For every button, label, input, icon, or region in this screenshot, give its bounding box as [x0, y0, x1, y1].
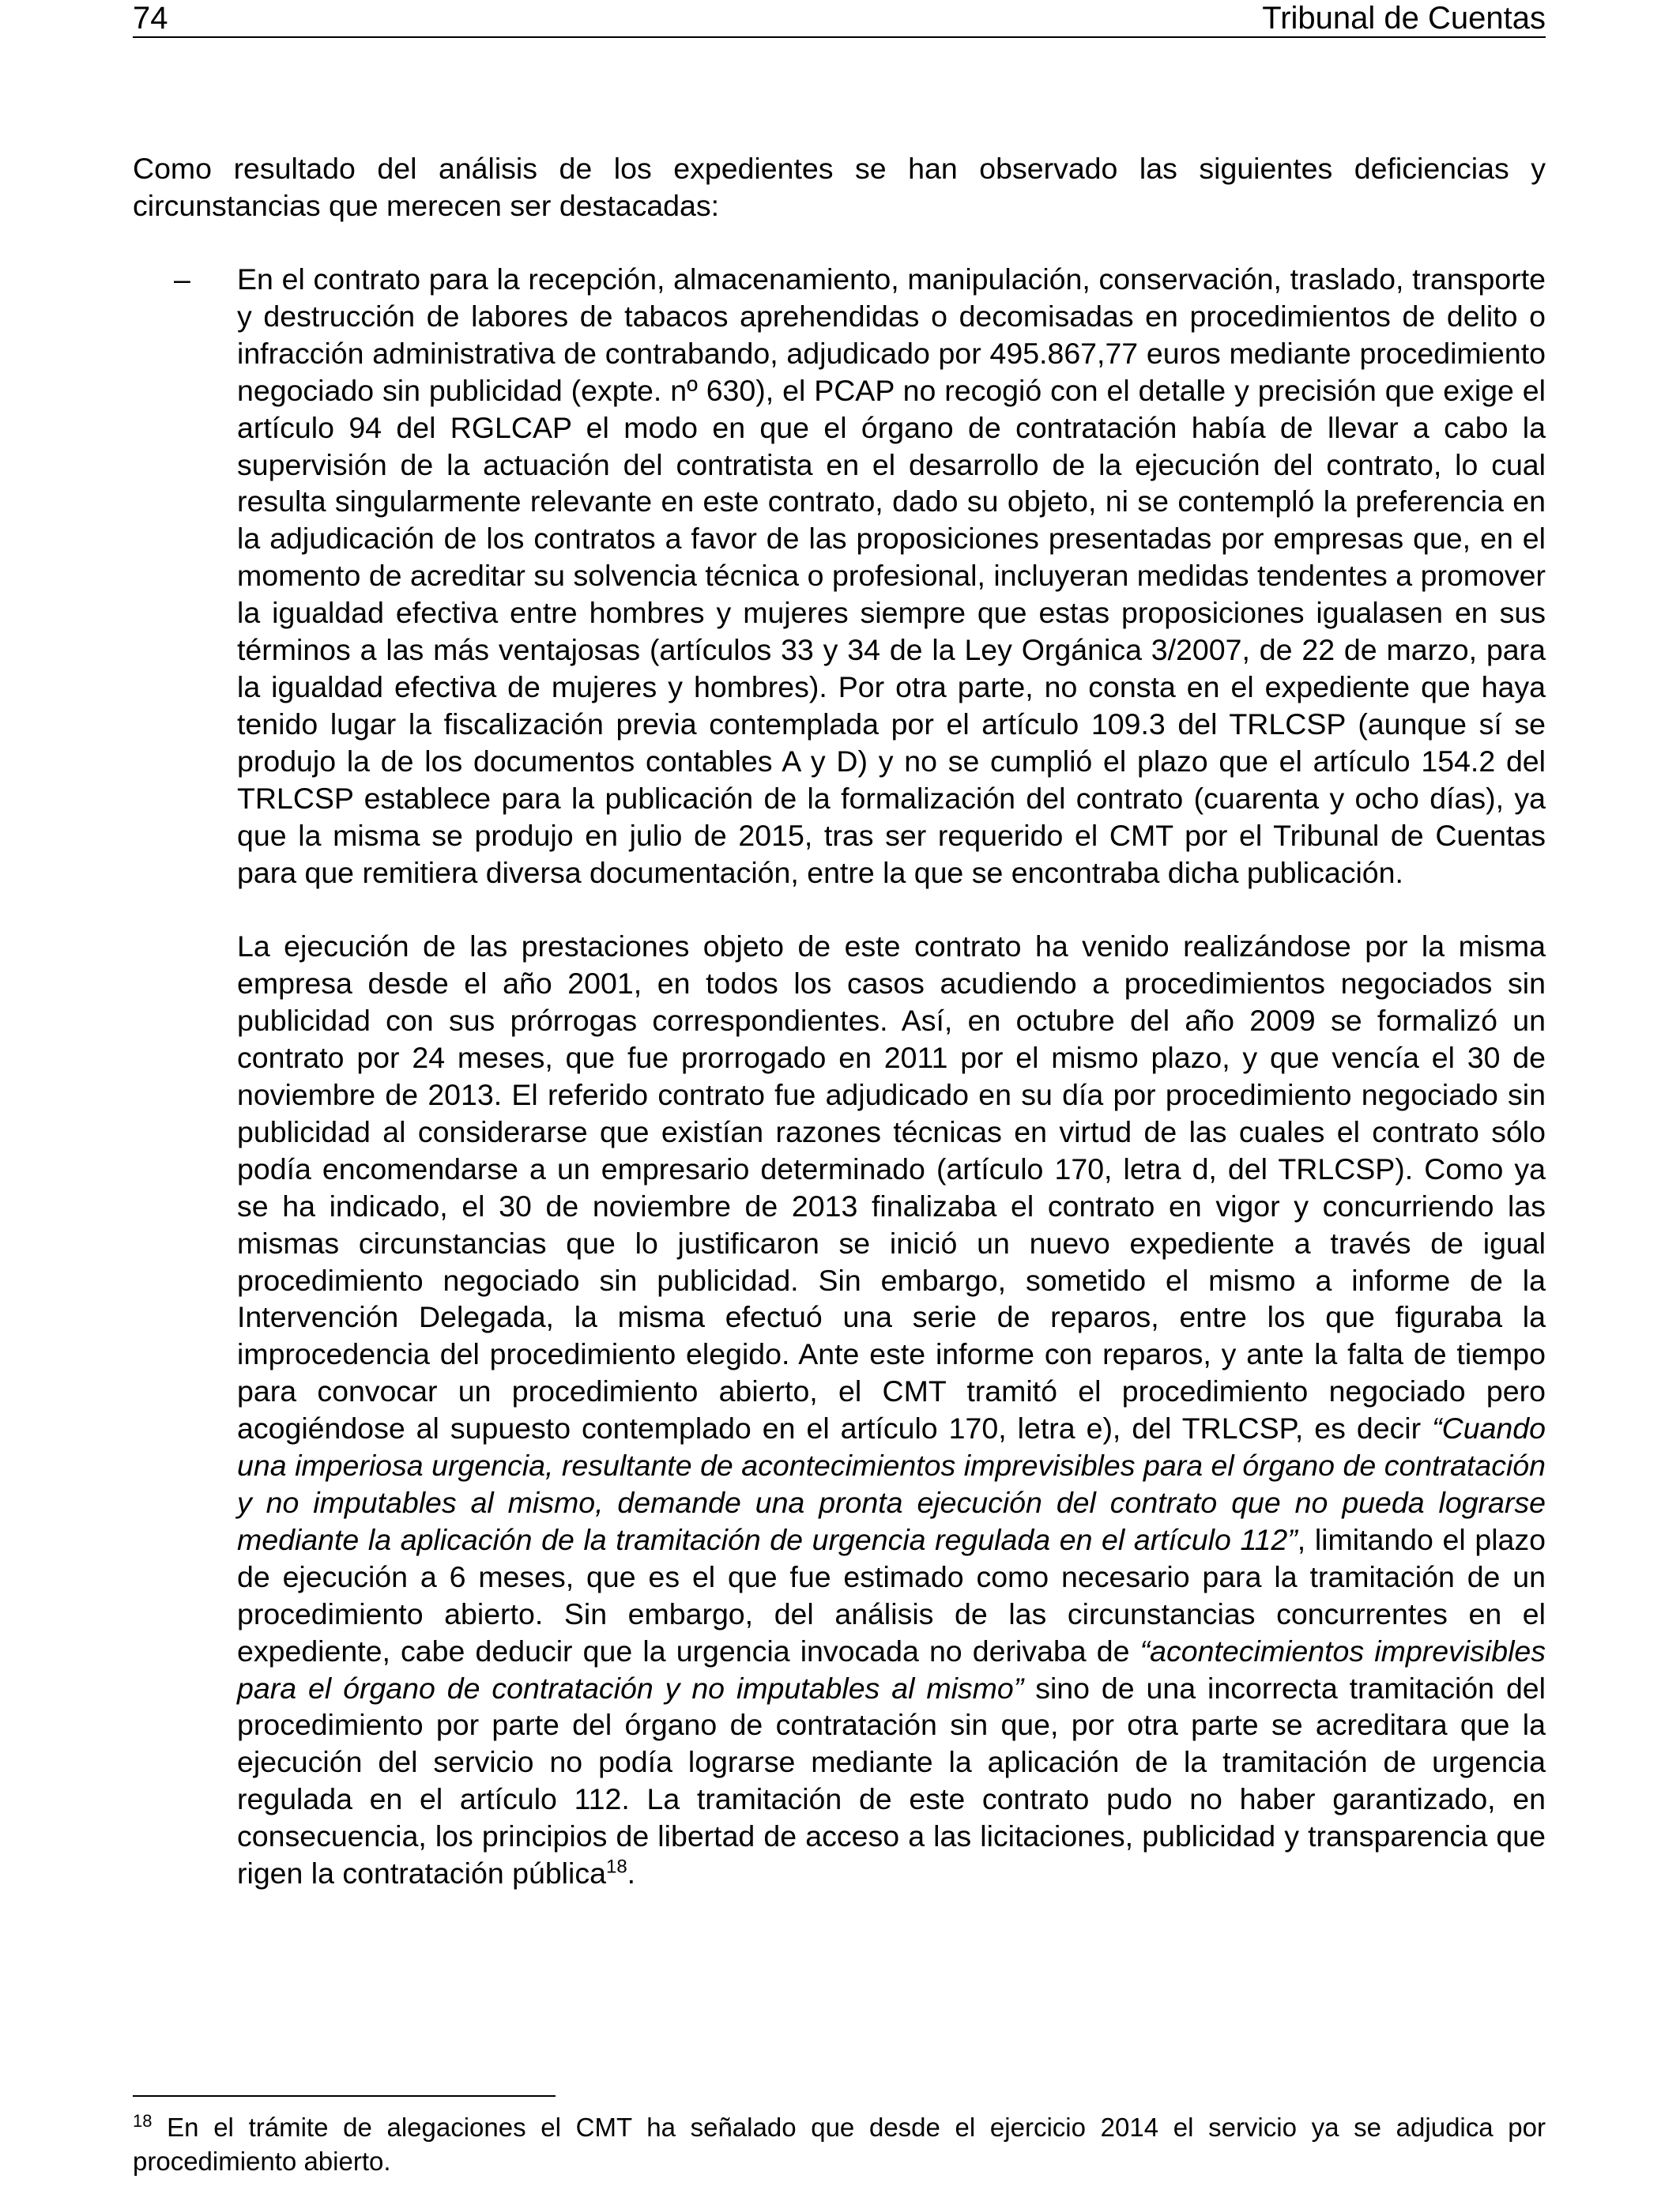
footnote-text: En el trámite de alegaciones el CMT ha señalado que desde el ejercicio 2014 el servicio ya se adjudica por procedimiento abierto.	[133, 2113, 1546, 2176]
text-segment: , limitando el plazo de ejecución a 6 meses, que es el que fue estimado como necesario para la tramitación de un procedimiento abierto. Sin embargo, del análisis de las circunstancias concurrentes en el expediente, cabe deducir que la urgencia invocada no derivaba de	[237, 1522, 1546, 1668]
list-item	[237, 261, 1546, 1892]
running-title: Tribunal de Cuentas	[1262, 1, 1546, 36]
paragraph-execution-history	[237, 928, 1546, 1892]
intro-paragraph: Como resultado del análisis de los expedientes se han observado las siguientes deficiencias y circunstancias que merecen ser destacadas:	[133, 152, 1546, 222]
footnote-reference[interactable]: 18	[605, 1856, 627, 1878]
paragraph-contract-630: En el contrato para la recepción, almacenamiento, manipulación, conservación, traslado, transporte y destrucción de labores de tabacos aprehendidas o decomisadas en procedimientos de delito o infracción administrativa de contrabando, adjudicado por 495.867,77 euros mediante procedimiento negociado sin publicidad (expte. nº 630), el PCAP no recogió con el detalle y precisión que exige el artículo 94 del RGLCAP el modo en que el órgano de contratación había de llevar a cabo la supervisión de la actuación del contratista en el desarrollo de la ejecución del contrato, lo cual resulta singularmente relevante en este contrato, dado su objeto, ni se contempló la preferencia en la adjudicación de los contratos a favor de las proposiciones presentadas por empresas que, en el momento de acreditar su solvencia técnica o profesional, incluyeran medidas tendentes a promover la igualdad efectiva entre hombres y mujeres siempre que estas proposiciones igualasen en sus términos a las más ventajosas (artículos 33 y 34 de la Ley Orgánica 3/2007, de 22 de marzo, para la igualdad efectiva de mujeres y hombres). Por otra parte, no consta en el expediente que haya tenido lugar la fiscalización previa contemplada por el artículo 109.3 del TRLCSP (aunque sí se produjo la de los documentos contables A y D) y no se cumplió el plazo que el artículo 154.2 del TRLCSP establece para la publicación de la formalización del contrato (cuarenta y ocho días), ya que la misma se produjo en julio de 2015, tras ser requerido el CMT por el Tribunal de Cuentas para que remitiera diversa documentación, entre la que se encontraba dicha publicación.	[237, 262, 1546, 889]
page-header	[133, 0, 1546, 38]
page-number: 74	[133, 1, 168, 36]
text-segment: sino de una incorrecta tramitación del procedimiento por parte del órgano de contratación sin que, por otra parte se acreditara que la ejecución del servicio no podía lograrse mediante la aplicación de la tramitación de urgencia regulada en el artículo 112. La tramitación de este contrato pudo no haber garantizado, en consecuencia, los principios de libertad de acceso a las licitaciones, publicidad y transparencia que rigen la contratación pública	[237, 1671, 1546, 1891]
footnote-separator	[133, 2095, 556, 2097]
footnote	[133, 2110, 1546, 2178]
text-segment: .	[627, 1857, 636, 1891]
text-segment: La ejecución de las prestaciones objeto de este contrato ha venido realizándose por la misma empresa desde el año 2001, en todos los casos acudiendo a procedimientos negociados sin publicidad con sus prórrogas correspondientes. Así, en octubre del año 2009 se formalizó un contrato por 24 meses, que fue prorrogado en 2011 por el mismo plazo, y que vencía el 30 de noviembre de 2013. El referido contrato fue adjudicado en su día por procedimiento negociado sin publicidad al considerarse que existían razones técnicas en virtud de las cuales el contrato sólo podía encomendarse a un empresario determinado (artículo 170, letra d, del TRLCSP). Como ya se ha indicado, el 30 de noviembre de 2013 finalizaba el contrato en vigor y concurriendo las mismas circunstancias que lo justificaron se inició un nuevo expediente a través de igual procedimiento negociado sin publicidad. Sin embargo, sometido el mismo a informe de la Intervención Delegada, la misma efectuó una serie de reparos, entre los que figuraba la improcedencia del procedimiento elegido. Ante este informe con reparos, y ante la falta de tiempo para convocar un procedimiento abierto, el CMT tramitó el procedimiento negociado pero acogiéndose al supuesto contemplado en el artículo 170, letra e), del TRLCSP, es decir	[237, 929, 1546, 1446]
list-bullet: –	[174, 262, 190, 296]
footnote-marker: 18	[133, 2111, 153, 2131]
quote-urgency: “Cuando una imperiosa urgencia, resultante de acontecimientos imprevisibles para el órgano de contratación y no imputables al mismo, demande una pronta ejecución del contrato que no pueda lograrse mediante la aplicación de la tramitación de urgencia regulada en el artículo 112”	[237, 1412, 1546, 1556]
quote-unforeseeable: “acontecimientos imprevisibles para el órgano de contratación y no imputables al mismo”	[237, 1634, 1546, 1705]
